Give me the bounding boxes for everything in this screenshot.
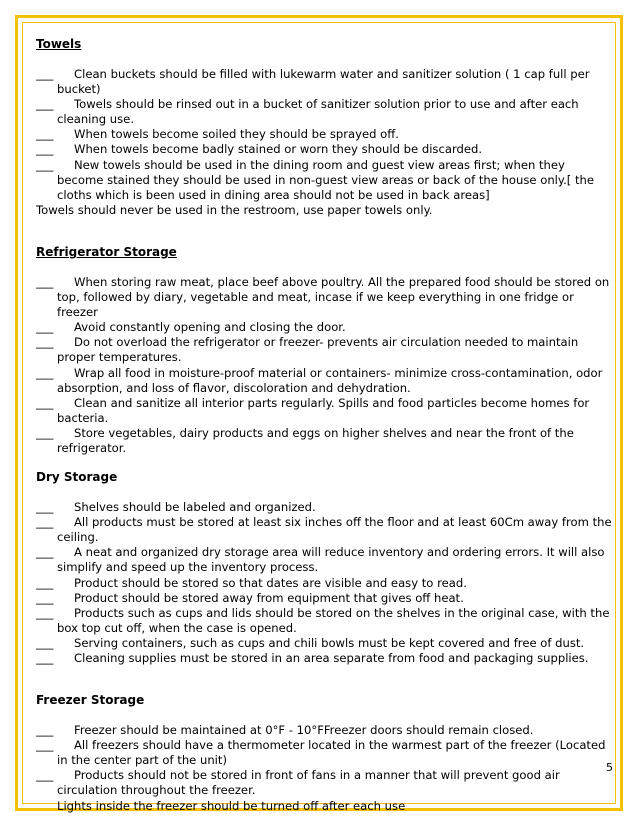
checklist-item-text: Clean and sanitize all interior parts regularly. Spills and food particles become homes for bacteria. (57, 395, 590, 425)
checklist-item (36, 768, 612, 798)
checklist-item (36, 426, 612, 456)
checklist-item-text: Product should be stored so that dates are visible and easy to read. (74, 575, 467, 590)
checkbox-blank-line: ___ (36, 605, 54, 620)
checklist-item (36, 515, 612, 545)
checkbox-blank-line: ___ (36, 723, 54, 738)
checklist-item (36, 127, 612, 142)
section-title-dry-storage: Dry Storage (36, 470, 118, 485)
checkbox-blank-line: ___ (36, 97, 54, 112)
checklist-item (36, 320, 612, 335)
checklist-item-text: Avoid constantly opening and closing the door. (74, 320, 346, 335)
checklist-item (36, 723, 612, 738)
checkbox-blank-line: ___ (36, 274, 54, 289)
checklist-item (36, 636, 612, 651)
checklist-item-text: Do not overload the refrigerator or freezer- prevents air circulation needed to maintain proper temperatures. (57, 335, 579, 365)
checkbox-blank-line: ___ (36, 157, 54, 172)
checkbox-blank-line: ___ (36, 335, 54, 350)
checklist-item-text: All products must be stored at least six inches off the floor and at least 60Cm away from the ceiling. (57, 515, 612, 545)
checklist-item-text: Wrap all food in moisture-proof material or containers- minimize cross-contamination, odor absorption, and loss of flavor, discoloration and dehydration. (57, 365, 603, 395)
checklist-item (36, 158, 612, 203)
checkbox-blank-line: ___ (36, 67, 54, 81)
checkbox-blank-line: ___ (36, 500, 54, 515)
checklist-item-text: Clean buckets should be filled with lukewarm water and sanitizer solution ( 1 cap full per bucket) (57, 67, 590, 97)
freezer-list (36, 723, 612, 798)
checklist-item-text: When storing raw meat, place beef above poultry. All the prepared food should be stored on top, followed by diary, vegetable and meat, incase if we keep everything in one fridge or freezer (57, 274, 610, 320)
checklist-item (36, 97, 612, 127)
checkbox-blank-line: ___ (36, 365, 54, 380)
towels-list (36, 67, 612, 203)
checkbox-blank-line: ___ (36, 425, 54, 440)
checkbox-blank-line: ___ (36, 738, 54, 753)
checkbox-blank-line: ___ (36, 545, 54, 560)
checklist-item (36, 67, 612, 97)
freezer-note: Lights inside the freezer should be turned off after each use (57, 798, 406, 813)
checklist-item (36, 142, 612, 157)
page-number: 5 (606, 761, 613, 774)
checklist-item-text: Product should be stored away from equipment that gives off heat. (74, 590, 464, 605)
dry-storage-list (36, 500, 612, 666)
checkbox-blank-line: ___ (36, 142, 54, 157)
checkbox-blank-line: ___ (36, 320, 54, 335)
checklist-item (36, 335, 612, 365)
checklist-item-text: Serving containers, such as cups and chili bowls must be kept covered and free of dust. (74, 635, 585, 650)
checklist-item (36, 545, 612, 575)
checkbox-blank-line: ___ (36, 515, 54, 530)
checklist-item-text: Freezer should be maintained at 0°F - 10°FFreezer doors should remain closed. (74, 723, 534, 738)
checkbox-blank-line: ___ (36, 575, 54, 590)
checklist-item (36, 576, 612, 591)
towels-note: Towels should never be used in the restroom, use paper towels only. (36, 202, 433, 217)
checklist-item (36, 606, 612, 636)
checklist-item-text: New towels should be used in the dining room and guest view areas first; when they become stained they should be used in non-guest view areas or back of the house only.[ the cloths which is been used in dining area should not be used in back areas] (57, 157, 595, 202)
checklist-item-text: When towels become soiled they should be sprayed off. (74, 127, 399, 142)
refrigerator-list (36, 275, 612, 456)
checklist-item-text: Towels should be rinsed out in a bucket of sanitizer solution prior to use and after each cleaning use. (57, 97, 579, 127)
checklist-item (36, 396, 612, 426)
checklist-item-text: Shelves should be labeled and organized. (74, 500, 316, 515)
checkbox-blank-line: ___ (36, 127, 54, 142)
checklist-item-text: When towels become badly stained or worn they should be discarded. (74, 142, 483, 157)
checklist-item-text: Store vegetables, dairy products and eggs on higher shelves and near the front of the refrigerator. (57, 425, 574, 455)
checkbox-blank-line: ___ (36, 635, 54, 650)
checkbox-blank-line: ___ (36, 768, 54, 783)
checkbox-blank-line: ___ (36, 395, 54, 410)
checklist-item (36, 275, 612, 320)
checklist-item (36, 500, 612, 515)
checklist-item-text: All freezers should have a thermometer located in the warmest part of the freezer (Located in the center part of the unit) (57, 738, 606, 768)
checkbox-blank-line: ___ (36, 651, 54, 665)
section-title-refrigerator: Refrigerator Storage (36, 244, 177, 259)
section-title-towels: Towels (36, 37, 82, 51)
checklist-item-text: Cleaning supplies must be stored in an area separate from food and packaging supplies. (74, 651, 589, 665)
section-title-freezer: Freezer Storage (36, 693, 145, 708)
checkbox-blank-line: ___ (36, 590, 54, 605)
checklist-item-text: Products such as cups and lids should be stored on the shelves in the original case, with the box top cut off, when the case is opened. (57, 605, 610, 635)
document-body (36, 37, 612, 814)
checklist-item-text: Products should not be stored in front of fans in a manner that will prevent good air circulation throughout the freezer. (57, 768, 560, 798)
checklist-item (36, 651, 612, 666)
checklist-item-text: A neat and organized dry storage area will reduce inventory and ordering errors. It will also simplify and speed up the inventory process. (57, 545, 605, 575)
checklist-item (36, 738, 612, 768)
checklist-item (36, 591, 612, 606)
checklist-item (36, 366, 612, 396)
